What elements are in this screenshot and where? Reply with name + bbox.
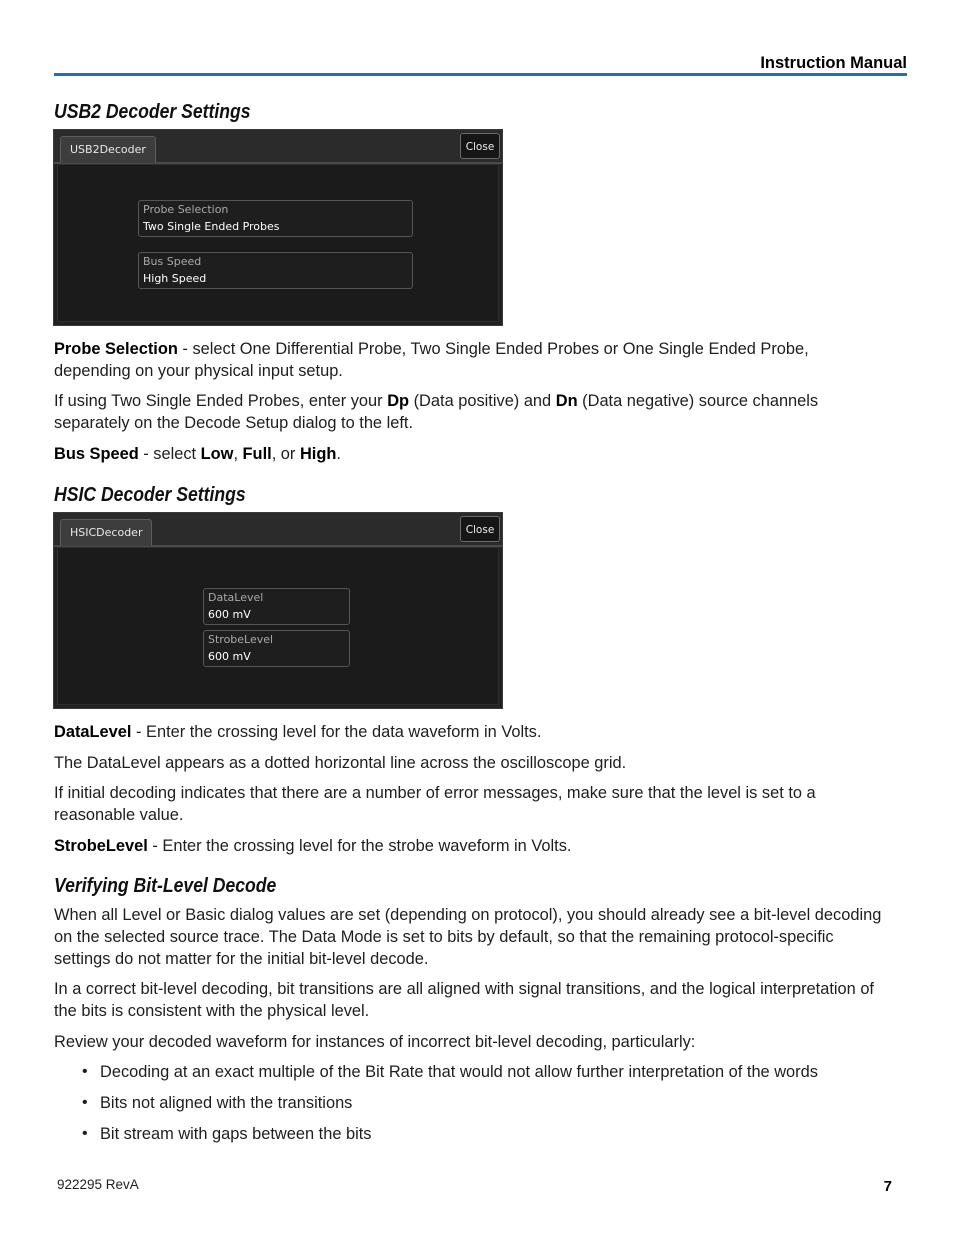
verify-heading: Verifying Bit-Level Decode <box>54 875 277 897</box>
usb2-dialog-body <box>57 164 499 322</box>
probe-selection-label: Probe Selection <box>143 203 229 216</box>
datalevel-field[interactable] <box>203 588 350 625</box>
strobelevel-label: StrobeLevel <box>208 633 274 646</box>
dp-dn-text-a: If using Two Single Ended Probes, enter your <box>54 392 388 410</box>
probe-selection-term: Probe Selection <box>54 340 178 358</box>
header-title: Instruction Manual <box>760 54 907 72</box>
usb2-decoder-dialog <box>53 129 503 326</box>
error-messages-paragraph: If initial decoding indicates that there are a number of error messages, make sure that the level is set to a reasonable value. <box>54 784 816 824</box>
bus-speed-text-d: . <box>336 445 341 463</box>
verify-paragraph-2: In a correct bit-level decoding, bit transitions are all aligned with signal transitions, and the logical interpretation of the bits is consistent with the physical level. <box>54 980 874 1020</box>
header-rule <box>54 73 907 76</box>
datalevel-dotted-paragraph: The DataLevel appears as a dotted horizontal line across the oscilloscope grid. <box>54 754 627 772</box>
list-item: • Decoding at an exact multiple of the Bit Rate that would not allow further interpretation of the words <box>80 1061 818 1083</box>
strobelevel-paragraph <box>54 835 884 857</box>
verify-bullet-list <box>80 1061 818 1154</box>
dp-dn-text-b: (Data positive) and <box>409 392 556 410</box>
strobelevel-field[interactable] <box>203 630 350 667</box>
bus-speed-term: Bus Speed <box>54 445 139 463</box>
list-item: • Bits not aligned with the transitions <box>80 1092 818 1114</box>
usb2-heading: USB2 Decoder Settings <box>54 101 251 123</box>
dn-term: Dn <box>555 392 578 410</box>
bus-speed-paragraph <box>54 443 884 465</box>
bus-speed-field[interactable] <box>138 252 413 289</box>
tab-usb2decoder[interactable]: USB2Decoder <box>60 136 156 163</box>
usb2-dialog-tabbar <box>54 130 502 164</box>
verify-paragraph-1: When all Level or Basic dialog values are set (depending on protocol), you should already see a bit-level decoding on the selected source trace. The Data Mode is set to bits by default, so that the remaining protocol-specific settings do not matter for the initial bit-level decode. <box>54 906 882 968</box>
list-item: • Bit stream with gaps between the bits <box>80 1123 818 1145</box>
speed-high: High <box>299 445 337 463</box>
doc-number: 922295 RevA <box>57 1177 139 1192</box>
datalevel-text: - Enter the crossing level for the data waveform in Volts. <box>131 723 542 741</box>
probe-selection-paragraph <box>54 338 884 382</box>
datalevel-label: DataLevel <box>208 591 264 604</box>
probe-selection-field[interactable] <box>138 200 413 237</box>
hsic-heading: HSIC Decoder Settings <box>54 484 246 506</box>
bus-speed-text-b: , <box>233 445 243 463</box>
speed-low: Low <box>200 445 234 463</box>
hsic-dialog-body <box>57 547 499 705</box>
bus-speed-text-c: , or <box>271 445 300 463</box>
hsic-close-button[interactable]: Close <box>460 516 500 542</box>
dp-term: Dp <box>387 392 410 410</box>
dp-dn-text-c: (Data negative) source channels separately on the Decode Setup dialog to the left. <box>54 392 819 432</box>
datalevel-paragraph <box>54 721 884 743</box>
strobelevel-value: 600 mV <box>208 650 251 663</box>
strobelevel-text: - Enter the crossing level for the strobe waveform in Volts. <box>147 837 572 855</box>
bus-speed-label: Bus Speed <box>143 255 202 268</box>
bus-speed-value: High Speed <box>143 272 207 285</box>
verify-paragraph-3: Review your decoded waveform for instances of incorrect bit-level decoding, particularly: <box>54 1033 696 1051</box>
datalevel-term: DataLevel <box>54 723 132 741</box>
bus-speed-text-a: - select <box>138 445 201 463</box>
usb2-close-button[interactable]: Close <box>460 133 500 159</box>
speed-full: Full <box>242 445 272 463</box>
hsic-decoder-dialog <box>53 512 503 709</box>
probe-selection-text: - select One Differential Probe, Two Single Ended Probes or One Single Ended Probe, depending on your physical input setup. <box>54 340 809 380</box>
page-number: 7 <box>883 1178 892 1195</box>
strobelevel-term: StrobeLevel <box>54 837 148 855</box>
datalevel-value: 600 mV <box>208 608 251 621</box>
tab-hsicdecoder[interactable]: HSICDecoder <box>60 519 152 546</box>
dp-dn-paragraph <box>54 390 884 434</box>
probe-selection-value: Two Single Ended Probes <box>143 220 280 233</box>
hsic-dialog-tabbar <box>54 513 502 547</box>
